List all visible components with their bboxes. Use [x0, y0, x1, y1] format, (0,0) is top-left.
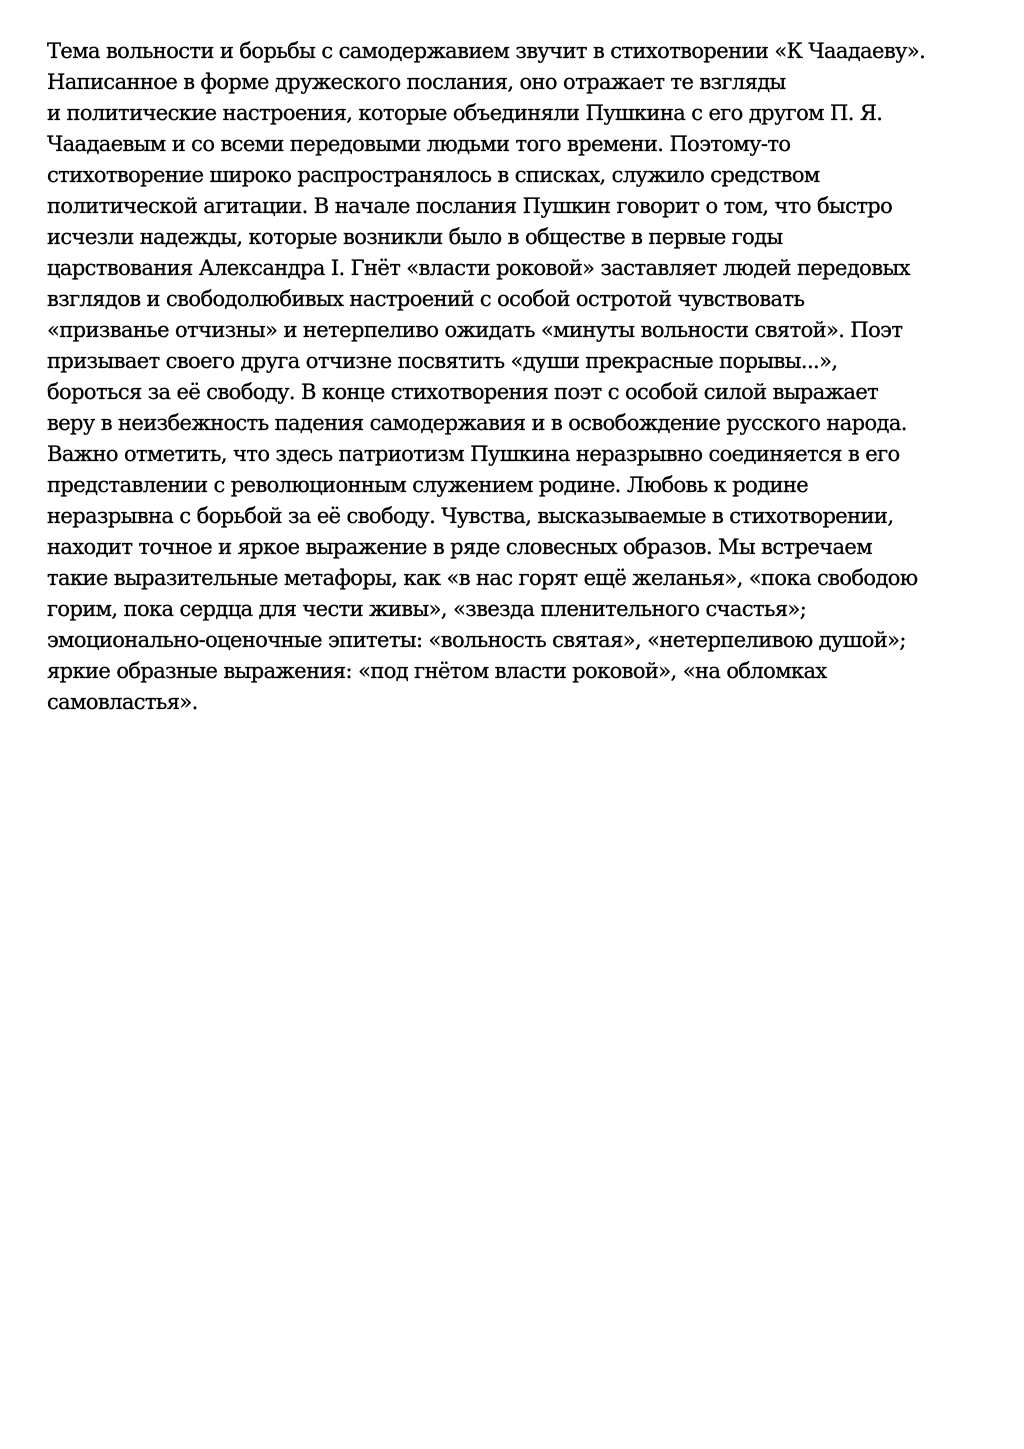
text-line: исчезли надежды, которые возникли было в обществе в первые годы: [47, 225, 783, 249]
text-line: Написанное в форме дружеского послания, оно отражает те взгляды: [47, 70, 786, 94]
text-line: неразрывна с борьбой за её свободу. Чувства, высказываемые в стихотворении,: [47, 504, 894, 528]
text-line: политической агитации. В начале послания Пушкин говорит о том, что быстро: [47, 194, 893, 218]
text-line: стихотворение широко распространялось в списках, служило средством: [47, 163, 820, 187]
text-line: Тема вольности и борьбы с самодержавием звучит в стихотворении «К Чаадаеву».: [47, 39, 926, 63]
text-line: находит точное и яркое выражение в ряде словесных образов. Мы встречаем: [47, 535, 872, 559]
text-line: представлении с революционным служением родине. Любовь к родине: [47, 473, 809, 497]
text-line: царствования Александра I. Гнёт «власти роковой» заставляет людей передовых: [47, 256, 910, 280]
text-line: эмоционально-оценочные эпитеты: «вольность святая», «нетерпеливою душой»;: [47, 628, 906, 652]
essay-paragraph: [47, 36, 987, 718]
text-line: такие выразительные метафоры, как «в нас горят ещё желанья», «пока свободою: [47, 566, 918, 590]
text-line: горим, пока сердца для чести живы», «звезда пленительного счастья»;: [47, 597, 807, 621]
text-line: веру в неизбежность падения самодержавия и в освобождение русского народа.: [47, 411, 907, 435]
text-line: бороться за её свободу. В конце стихотворения поэт с особой силой выражает: [47, 380, 879, 404]
text-line: призывает своего друга отчизне посвятить «души прекрасные порывы...»,: [47, 349, 838, 373]
text-line: Важно отметить, что здесь патриотизм Пушкина неразрывно соединяется в его: [47, 442, 900, 466]
text-line: Чаадаевым и со всеми передовыми людьми того времени. Поэтому-то: [47, 132, 791, 156]
text-line: и политические настроения, которые объединяли Пушкина с его другом П. Я.: [47, 101, 883, 125]
text-line: взглядов и свободолюбивых настроений с особой остротой чувствовать: [47, 287, 805, 311]
text-line: «призванье отчизны» и нетерпеливо ожидать «минуты вольности святой». Поэт: [47, 318, 903, 342]
text-line: яркие образные выражения: «под гнётом власти роковой», «на обломках: [47, 659, 827, 683]
text-line: самовластья».: [47, 690, 198, 714]
